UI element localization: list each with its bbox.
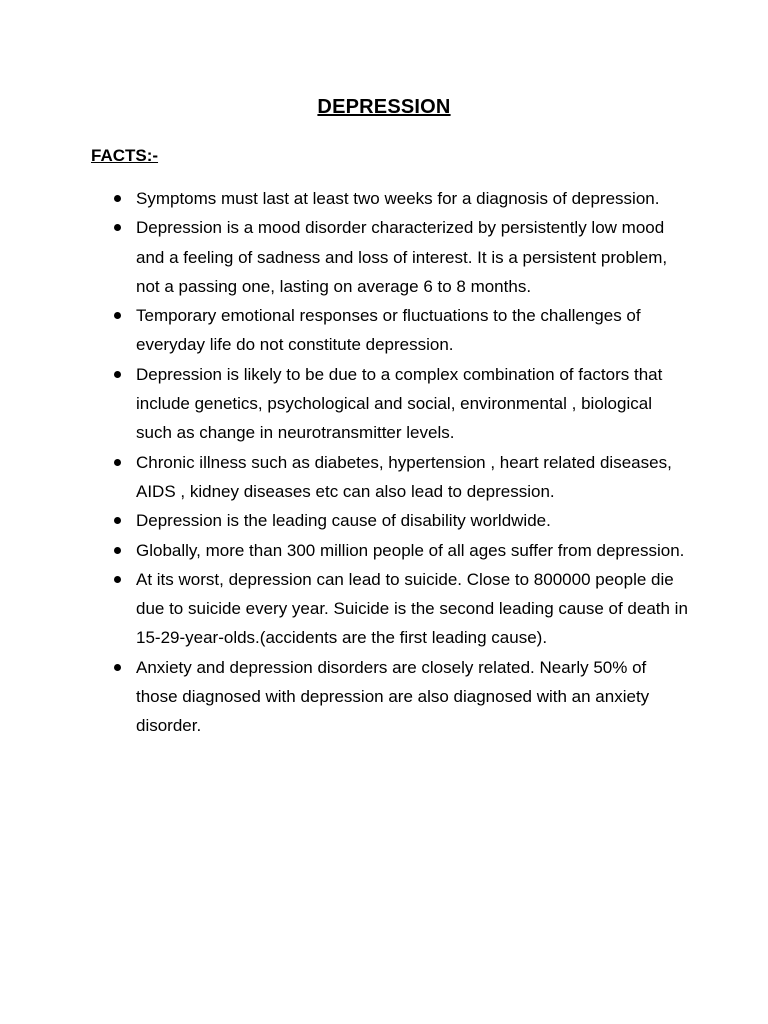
fact-item (110, 536, 690, 565)
bullet-icon (114, 224, 121, 231)
fact-item (110, 213, 690, 301)
fact-item (110, 565, 690, 653)
bullet-icon (114, 195, 121, 202)
bullet-icon (114, 664, 121, 671)
bullet-icon (114, 459, 121, 466)
facts-list (110, 184, 690, 741)
fact-text: Chronic illness such as diabetes, hypertension , heart related diseases, AIDS , kidney diseases etc can also lead to depression. (136, 452, 672, 501)
fact-item (110, 506, 690, 535)
bullet-icon (114, 576, 121, 583)
document-title: DEPRESSION (317, 96, 451, 118)
fact-item (110, 301, 690, 360)
fact-text: Depression is the leading cause of disability worldwide. (136, 511, 551, 531)
bullet-icon (114, 312, 121, 319)
fact-item (110, 653, 690, 741)
bullet-icon (114, 371, 121, 378)
fact-text: At its worst, depression can lead to suicide. Close to 800000 people die due to suicide every year. Suicide is the second leading cause of death in 15-29-year-olds.(accidents are the first leading cause). (136, 569, 688, 648)
fact-item (110, 360, 690, 448)
bullet-icon (114, 547, 121, 554)
fact-text: Symptoms must last at least two weeks for a diagnosis of depression. (136, 189, 660, 208)
fact-item (110, 184, 690, 213)
facts-heading: FACTS:- (91, 146, 159, 165)
fact-text: Depression is a mood disorder characterized by persistently low mood and a feeling of sadness and loss of interest. It is a persistent problem, not a passing one, lasting on average 6 to 8 months. (136, 218, 668, 296)
bullet-icon (114, 517, 121, 524)
fact-text: Temporary emotional responses or fluctuations to the challenges of everyday life do not constitute depression. (136, 306, 641, 355)
fact-text: Globally, more than 300 million people of all ages suffer from depression. (136, 540, 685, 560)
fact-item (110, 448, 690, 507)
fact-text: Depression is likely to be due to a complex combination of factors that include genetics, psychological and social, environmental , biological such as change in neurotransmitter levels. (136, 364, 663, 443)
fact-text: Anxiety and depression disorders are closely related. Nearly 50% of those diagnosed with depression are also diagnosed with an anxiety disorder. (136, 657, 650, 736)
